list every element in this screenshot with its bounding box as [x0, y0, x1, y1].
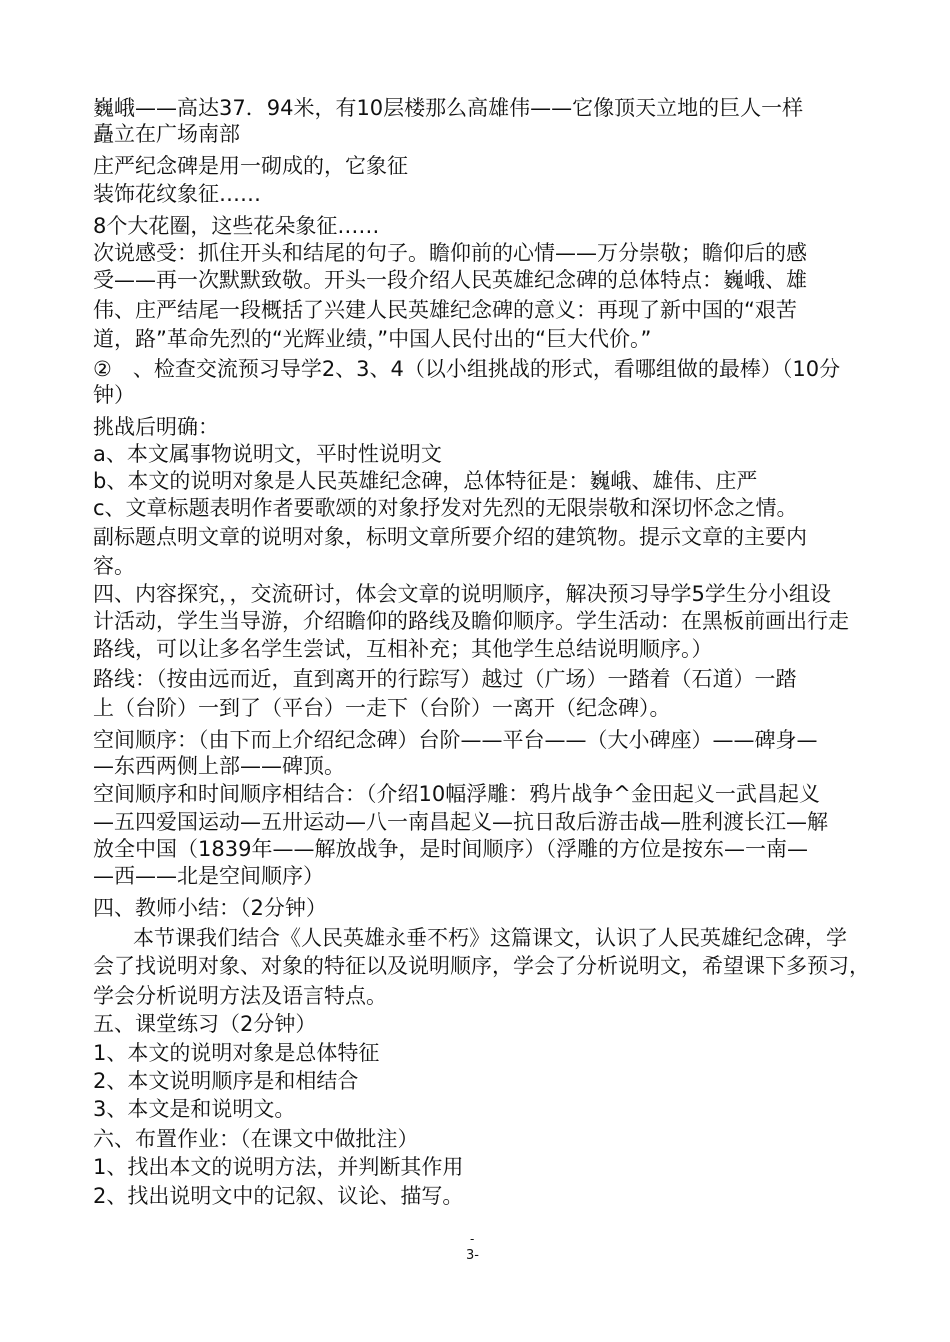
section-heading: 五、课堂练习（2分钟） [93, 1012, 317, 1036]
text-line: 空间顺序：（由下而上介绍纪念碑）台阶——平台——（大小碑座）——碑身— [93, 728, 818, 752]
section-heading: 六、布置作业：（在课文中做批注） [93, 1127, 419, 1151]
text-line: 会了找说明对象、对象的特征以及说明顺序，学会了分析说明文，希望课下多预习， [93, 954, 870, 978]
text-line: a、本文属事物说明文，平时性说明文 [93, 442, 442, 466]
text-line: 计活动，学生当导游，介绍瞻仰的路线及瞻仰顺序。学生活动：在黑板前画出行走 [93, 609, 849, 633]
text-line: 庄严纪念碑是用一砌成的，它象征 [93, 154, 408, 178]
text-line: 受——再一次默默致敬。开头一段介绍人民英雄纪念碑的总体特点：巍峨、雄 [93, 268, 807, 292]
text-line: 空间顺序和时间顺序相结合：（介绍10幅浮雕：鸦片战争^金田起义一武昌起义 [93, 782, 820, 806]
text-line: 次说感受：抓住开头和结尾的句子。瞻仰前的心情——万分崇敬；瞻仰后的感 [93, 241, 807, 265]
text-line: 放全中国（1839年——解放战争，是时间顺序）（浮雕的方位是按东—一南— [93, 837, 808, 861]
text-line: —东西两侧上部——碑顶。 [93, 754, 345, 778]
list-item: 1、本文的说明对象是总体特征 [93, 1041, 380, 1065]
text-line: —西——北是空间顺序） [93, 864, 324, 888]
text-line: ② 、检查交流预习导学2、3、4（以小组挑战的形式，看哪组做的最棒）（10分 [93, 357, 841, 381]
list-item: 3、本文是和说明文。 [93, 1097, 296, 1121]
text-line: 挑战后明确： [93, 415, 219, 439]
text-line: 钟） [93, 383, 135, 407]
text-line: 上（台阶）一到了（平台）一走下（台阶）一离开（纪念碑）。 [93, 696, 671, 720]
text-line: 路线，可以让多名学生尝试，互相补充；其他学生总结说明顺序。） [93, 637, 713, 661]
footer-dash: - [470, 1232, 475, 1246]
text-line: 道，路”革命先烈的“光辉业绩，”中国人民付出的“巨大代价。” [93, 327, 652, 351]
text-line: 容。 [93, 554, 135, 578]
text-line: 副标题点明文章的说明对象，标明文章所要介绍的建筑物。提示文章的主要内 [93, 525, 807, 549]
text-line: 8个大花圈，这些花朵象征…… [93, 214, 380, 238]
section-heading: 四、教师小结：（2分钟） [93, 896, 327, 920]
list-item: 2、本文说明顺序是和相结合 [93, 1069, 359, 1093]
list-item: 1、找出本文的说明方法，并判断其作用 [93, 1155, 464, 1179]
text-line: —五四爱国运动—五卅运动—八一南昌起义—抗日敌后游击战—胜利渡长江—解 [93, 810, 828, 834]
page-number: 3- [466, 1248, 479, 1263]
text-line: 巍峨——高达37．94米，有10层楼那么高雄伟——它像顶天立地的巨人一样 [93, 96, 804, 120]
text-line: 学会分析说明方法及语言特点。 [93, 984, 387, 1008]
text-line: c、文章标题表明作者要歌颂的对象抒发对先烈的无限崇敬和深切怀念之情。 [93, 496, 798, 520]
text-line: 矗立在广场南部 [93, 122, 240, 146]
text-line: 四、内容探究，，交流研讨，体会文章的说明顺序，解决预习导学5学生分小组设 [93, 582, 831, 606]
list-item: 2、找出说明文中的记叙、议论、描写。 [93, 1184, 464, 1208]
text-line: 路线：（按由远而近，直到离开的行踪写）越过（广场）一踏着（石道）一踏 [93, 667, 797, 691]
text-line: 本节课我们结合《人民英雄永垂不朽》这篇课文，认识了人民英雄纪念碑，学 [133, 926, 847, 950]
text-line: b、本文的说明对象是人民英雄纪念碑，总体特征是：巍峨、雄伟、庄严 [93, 469, 758, 493]
text-line: 装饰花纹象征…… [93, 182, 261, 206]
text-line: 伟、庄严结尾一段概括了兴建人民英雄纪念碑的意义：再现了新中国的“艰苦 [93, 298, 797, 322]
